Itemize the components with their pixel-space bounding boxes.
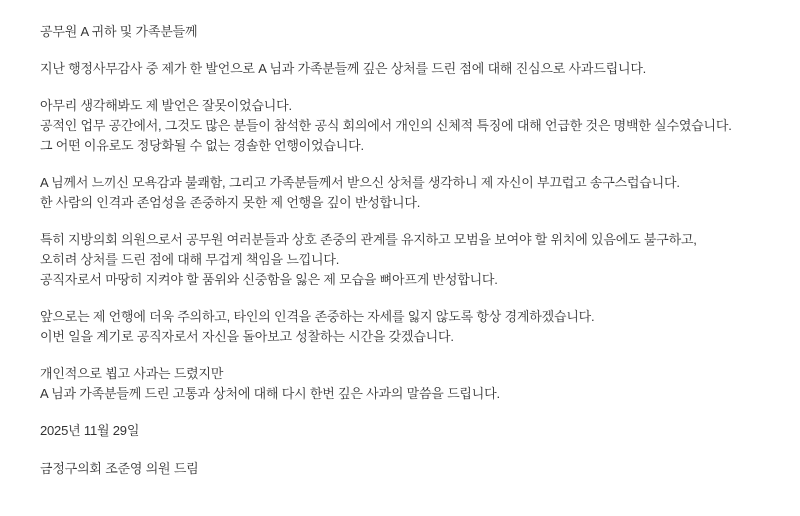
letter-line: 지난 행정사무감사 중 제가 한 발언으로 A 님과 가족분들께 깊은 상처를 드린 점에 대해 진심으로 사과드립니다. [40,61,647,76]
letter-line: 오히려 상처를 드린 점에 대해 무겁게 책임을 느낍니다. [40,252,340,267]
letter-line: 특히 지방의회 의원으로서 공무원 여러분들과 상호 존중의 관계를 유지하고 모범을 보여야 할 위치에 있음에도 불구하고, [40,232,697,247]
letter-line: 그 어떤 이유로도 정당화될 수 없는 경솔한 언행이었습니다. [40,138,364,153]
letter-line: 공적인 업무 공간에서, 그것도 많은 분들이 참석한 공식 회의에서 개인의 신체적 특징에 대해 언급한 것은 명백한 실수였습니다. [40,118,732,133]
recipient-line: 공무원 A 귀하 및 가족분들께 [40,24,198,39]
letter-line: A 님과 가족분들께 드린 고통과 상처에 대해 다시 한번 깊은 사과의 말씀을 드립니다. [40,386,500,401]
paragraph-mistake [40,96,782,156]
letter-signature: 금정구의회 조준영 의원 드림 [40,461,199,476]
paragraph-pledge [40,307,782,347]
paragraph-intro [40,59,782,79]
letter-line: 이번 일을 계기로 공직자로서 자신을 돌아보고 성찰하는 시간을 갖겠습니다. [40,329,454,344]
signature-block [40,459,782,479]
letter-line: A 님께서 느끼신 모욕감과 불쾌함, 그리고 가족분들께서 받으신 상처를 생각하니 제 자신이 부끄럽고 송구스럽습니다. [40,175,680,190]
paragraph-remorse [40,173,782,213]
letter-line: 아무리 생각해봐도 제 발언은 잘못이었습니다. [40,98,292,113]
letter-line: 앞으로는 제 언행에 더욱 주의하고, 타인의 인격을 존중하는 자세를 잃지 않도록 항상 경계하겠습니다. [40,309,595,324]
paragraph-final-apology [40,364,782,404]
letter-line: 개인적으로 뵙고 사과는 드렸지만 [40,366,224,381]
letter-line: 한 사람의 인격과 존엄성을 존중하지 못한 제 언행을 깊이 반성합니다. [40,195,421,210]
letter-line: 공직자로서 마땅히 지켜야 할 품위와 신중함을 잃은 제 모습을 뼈아프게 반성합니다. [40,272,498,287]
recipient-block [40,22,782,42]
letter-date: 2025년 11월 29일 [40,423,140,438]
paragraph-responsibility [40,230,782,290]
date-block [40,421,782,441]
